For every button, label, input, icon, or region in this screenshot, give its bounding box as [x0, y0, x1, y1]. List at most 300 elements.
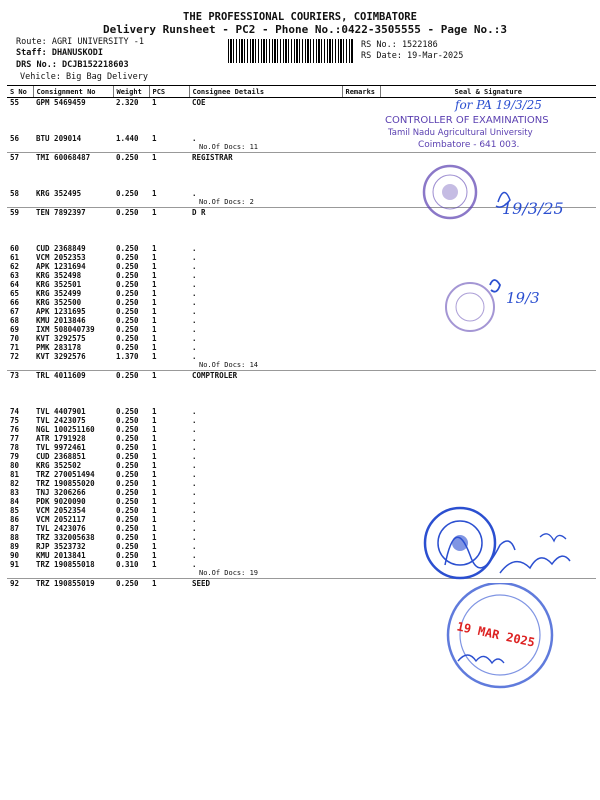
cell-pcs: 1: [152, 343, 157, 352]
cell-consignment: TMI 60068487: [36, 153, 91, 162]
cell-pcs: 1: [152, 280, 157, 289]
cell-weight: 0.250: [116, 479, 139, 488]
spacer-row: [7, 107, 596, 116]
cell-consignee: .: [192, 560, 197, 569]
cell-consignee: .: [192, 461, 197, 470]
cell-pcs: 1: [152, 497, 157, 506]
cell-seal: [380, 488, 596, 497]
cell-consignment: [33, 107, 113, 116]
table-row: [7, 461, 596, 470]
cell-consignment: KVT 3292575: [36, 334, 86, 343]
coe-stamp-line1: CONTROLLER OF EXAMINATIONS: [385, 115, 549, 126]
cell-consignment: [33, 171, 113, 180]
cell-remarks: [342, 153, 380, 163]
cell-weight: 0.310: [116, 560, 139, 569]
table-row: [7, 189, 596, 198]
cell-sno: 91: [10, 560, 20, 569]
cell-remarks: [342, 470, 380, 479]
cell-sno: [7, 116, 33, 125]
cell-remarks: [342, 461, 380, 470]
cell-sno: 62: [10, 262, 20, 271]
table-row: [7, 298, 596, 307]
cell-seal: [380, 208, 596, 218]
table-row: [7, 488, 596, 497]
cell-pcs: 1: [152, 515, 157, 524]
cell-pcs: [149, 389, 189, 398]
cell-consignee: [189, 389, 342, 398]
cell-sno: 55: [10, 98, 20, 107]
table-row: [7, 253, 596, 262]
cell-pcs: 1: [152, 316, 157, 325]
cell-consignee: No.Of Docs: 19: [189, 569, 342, 579]
cell-consignee: COMPTROLER: [192, 371, 238, 380]
rs-date: RS Date: 19-Mar-2025: [361, 51, 464, 61]
table-row: [7, 343, 596, 352]
cell-consignee: .: [192, 244, 197, 253]
cell-pcs: [149, 569, 189, 579]
cell-pcs: 1: [152, 479, 157, 488]
spacer-row: [7, 125, 596, 134]
cell-seal: [380, 497, 596, 506]
cell-consignment: CUD 2368849: [36, 244, 86, 253]
cell-seal: [380, 180, 596, 189]
cell-consignee: [189, 180, 342, 189]
table-row: [7, 551, 596, 560]
cell-remarks: [342, 143, 380, 153]
cell-consignee: [189, 107, 342, 116]
cell-consignment: PDK 9020090: [36, 497, 86, 506]
cell-remarks: [342, 334, 380, 343]
cell-consignment: TRZ 332005638: [36, 533, 95, 542]
cell-consignee: SEED: [192, 579, 211, 588]
cell-seal: [380, 107, 596, 116]
table-row: [7, 271, 596, 280]
cell-weight: 0.250: [116, 434, 139, 443]
cell-remarks: [342, 479, 380, 488]
cell-seal: [380, 371, 596, 381]
cell-pcs: 1: [152, 98, 157, 107]
col-seal: Seal & Signature: [380, 86, 596, 98]
cell-consignee: No.Of Docs: 14: [189, 361, 342, 371]
cell-consignment: TRZ 190855020: [36, 479, 95, 488]
cell-consignee: .: [192, 533, 197, 542]
cell-consignee: No.Of Docs: 2: [189, 198, 342, 208]
cell-seal: [380, 443, 596, 452]
cell-pcs: 1: [152, 325, 157, 334]
table-row: [7, 434, 596, 443]
cell-weight: 0.250: [116, 515, 139, 524]
cell-seal: [380, 226, 596, 235]
cell-consignment: [33, 162, 113, 171]
col-pcs: PCS: [149, 86, 189, 98]
cell-consignee: .: [192, 334, 197, 343]
cell-consignment: KRG 352495: [36, 189, 82, 198]
cell-seal: [380, 533, 596, 542]
cell-consignee: [189, 162, 342, 171]
cell-weight: 0.250: [116, 244, 139, 253]
cell-seal: [380, 560, 596, 569]
cell-consignment: TVL 2423075: [36, 416, 86, 425]
cell-weight: 0.250: [116, 425, 139, 434]
cell-sno: 68: [10, 316, 20, 325]
cell-seal: [380, 189, 596, 198]
cell-remarks: [342, 125, 380, 134]
table-row: [7, 533, 596, 542]
cell-sno: 73: [10, 371, 20, 380]
cell-sno: 70: [10, 334, 20, 343]
cell-consignment: KRG 352498: [36, 271, 82, 280]
cell-weight: [113, 217, 149, 226]
cell-pcs: [149, 398, 189, 407]
table-row: [7, 579, 596, 589]
cell-consignment: TVL 2423076: [36, 524, 86, 533]
cell-sno: 67: [10, 307, 20, 316]
docs-count-row: [7, 143, 596, 153]
cell-consignee: .: [192, 497, 197, 506]
cell-sno: [7, 143, 33, 153]
cell-consignment: KMU 2013846: [36, 316, 86, 325]
cell-seal: [380, 244, 596, 253]
cell-consignee: .: [192, 515, 197, 524]
cell-consignment: KVT 3292576: [36, 352, 86, 361]
cell-remarks: [342, 425, 380, 434]
table-header: [7, 86, 596, 98]
cell-weight: 0.250: [116, 316, 139, 325]
cell-remarks: [342, 488, 380, 497]
spacer-row: [7, 180, 596, 189]
cell-consignee: .: [192, 307, 197, 316]
spacer-row: [7, 380, 596, 389]
cell-consignment: RJP 3523732: [36, 542, 86, 551]
spacer-row: [7, 226, 596, 235]
barcode: [228, 39, 354, 63]
cell-pcs: 1: [152, 262, 157, 271]
table-row: [7, 289, 596, 298]
cell-remarks: [342, 189, 380, 198]
cell-consignment: [33, 198, 113, 208]
cell-remarks: [342, 560, 380, 569]
cell-seal: [380, 280, 596, 289]
cell-sno: [7, 361, 33, 371]
cell-weight: 0.250: [116, 461, 139, 470]
company-name: THE PROFESSIONAL COURIERS, COIMBATORE: [183, 11, 417, 23]
cell-sno: 76: [10, 425, 20, 434]
cell-weight: 0.250: [116, 524, 139, 533]
cell-weight: [113, 361, 149, 371]
coe-signature: for PA 19/3/25: [455, 98, 542, 112]
cell-remarks: [342, 298, 380, 307]
cell-pcs: 1: [152, 416, 157, 425]
cell-seal: [380, 515, 596, 524]
cell-weight: [113, 389, 149, 398]
cell-consignment: TRZ 270051494: [36, 470, 95, 479]
cell-remarks: [342, 389, 380, 398]
cell-remarks: [342, 542, 380, 551]
cell-pcs: 1: [152, 307, 157, 316]
spacer-row: [7, 235, 596, 244]
spacer-row: [7, 389, 596, 398]
cell-consignee: .: [192, 189, 197, 198]
cell-weight: 0.250: [116, 533, 139, 542]
cell-remarks: [342, 134, 380, 143]
cell-seal: [380, 125, 596, 134]
docs-count-row: [7, 198, 596, 208]
spacer-row: [7, 116, 596, 125]
cell-seal: [380, 434, 596, 443]
cell-consignee: .: [192, 479, 197, 488]
cell-consignment: ATR 1791928: [36, 434, 86, 443]
cell-seal: [380, 542, 596, 551]
cell-sno: [7, 107, 33, 116]
cell-seal: [380, 134, 596, 143]
cell-consignee: .: [192, 352, 197, 361]
table-row: [7, 524, 596, 533]
cell-sno: 87: [10, 524, 20, 533]
cell-consignment: KRG 352501: [36, 280, 82, 289]
cell-weight: [113, 107, 149, 116]
cell-pcs: 1: [152, 443, 157, 452]
cell-sno: 77: [10, 434, 20, 443]
cell-seal: [380, 579, 596, 589]
cell-weight: [113, 125, 149, 134]
cell-pcs: [149, 361, 189, 371]
cell-weight: 0.250: [116, 298, 139, 307]
cell-consignment: KMU 2013841: [36, 551, 86, 560]
cell-sno: 57: [10, 153, 20, 162]
cell-consignee: .: [192, 271, 197, 280]
cell-sno: 64: [10, 280, 20, 289]
cell-consignee: .: [192, 452, 197, 461]
table-row: [7, 208, 596, 218]
cell-weight: 0.250: [116, 271, 139, 280]
cell-seal: [380, 143, 596, 153]
cell-consignee: [189, 171, 342, 180]
cell-consignment: TEN 7892397: [36, 208, 86, 217]
table-row: [7, 280, 596, 289]
cell-seal: [380, 470, 596, 479]
cell-consignee: [189, 235, 342, 244]
cell-seal: [380, 325, 596, 334]
cell-seal: [380, 551, 596, 560]
cell-consignee: .: [192, 316, 197, 325]
cell-seal: [380, 479, 596, 488]
table-row: [7, 325, 596, 334]
cell-consignee: .: [192, 488, 197, 497]
cell-sno: 79: [10, 452, 20, 461]
cell-weight: [113, 198, 149, 208]
cell-sno: 63: [10, 271, 20, 280]
cell-seal: [380, 307, 596, 316]
cell-sno: 82: [10, 479, 20, 488]
cell-remarks: [342, 271, 380, 280]
table-row: [7, 425, 596, 434]
cell-pcs: [149, 380, 189, 389]
cell-consignee: [189, 125, 342, 134]
cell-consignment: [33, 143, 113, 153]
cell-consignment: TVL 9972461: [36, 443, 86, 452]
cell-consignment: NGL 100251160: [36, 425, 95, 434]
table-row: [7, 307, 596, 316]
docs-count-row: [7, 361, 596, 371]
cell-pcs: [149, 235, 189, 244]
cell-remarks: [342, 497, 380, 506]
cell-weight: 0.250: [116, 189, 139, 198]
table-row: [7, 316, 596, 325]
cell-sno: 89: [10, 542, 20, 551]
cell-remarks: [342, 515, 380, 524]
cell-seal: [380, 253, 596, 262]
cell-seal: [380, 425, 596, 434]
cell-consignment: [33, 180, 113, 189]
cell-remarks: [342, 171, 380, 180]
table-body: [7, 98, 596, 589]
spacer-row: [7, 171, 596, 180]
cell-consignee: [189, 116, 342, 125]
staff: Staff: DHANUSKODI: [16, 48, 103, 58]
cell-consignee: .: [192, 262, 197, 271]
cell-remarks: [342, 208, 380, 218]
cell-pcs: [149, 125, 189, 134]
cell-consignee: D R: [192, 208, 206, 217]
cell-pcs: 1: [152, 153, 157, 162]
cell-consignee: COE: [192, 98, 206, 107]
cell-consignment: IXM 508040739: [36, 325, 95, 334]
cell-pcs: 1: [152, 189, 157, 198]
cell-consignee: [189, 226, 342, 235]
cell-remarks: [342, 352, 380, 361]
cell-weight: 2.320: [116, 98, 139, 107]
cell-sno: 84: [10, 497, 20, 506]
cell-weight: [113, 226, 149, 235]
cell-weight: 0.250: [116, 497, 139, 506]
cell-pcs: [149, 226, 189, 235]
cell-sno: 61: [10, 253, 20, 262]
col-sno: S No: [7, 86, 33, 98]
cell-weight: 0.250: [116, 280, 139, 289]
cell-consignee: .: [192, 407, 197, 416]
table-row: [7, 371, 596, 381]
cell-consignee: [189, 217, 342, 226]
cell-remarks: [342, 361, 380, 371]
cell-weight: 0.250: [116, 307, 139, 316]
cell-seal: [380, 398, 596, 407]
cell-sno: 58: [10, 189, 20, 198]
cell-pcs: 1: [152, 425, 157, 434]
cell-seal: [380, 506, 596, 515]
cell-sno: [7, 235, 33, 244]
cell-weight: [113, 398, 149, 407]
cell-weight: 0.250: [116, 371, 139, 380]
cell-remarks: [342, 371, 380, 381]
cell-sno: [7, 171, 33, 180]
cell-remarks: [342, 325, 380, 334]
cell-sno: [7, 398, 33, 407]
cell-weight: [113, 162, 149, 171]
cell-consignment: TVL 4407901: [36, 407, 86, 416]
cell-remarks: [342, 226, 380, 235]
cell-pcs: 1: [152, 289, 157, 298]
cell-pcs: [149, 180, 189, 189]
cell-remarks: [342, 398, 380, 407]
cell-weight: [113, 116, 149, 125]
cell-consignment: APK 1231694: [36, 262, 86, 271]
cell-remarks: [342, 198, 380, 208]
cell-remarks: [342, 180, 380, 189]
cell-consignment: KRG 352499: [36, 289, 82, 298]
cell-sno: [7, 198, 33, 208]
cell-pcs: [149, 198, 189, 208]
cell-pcs: 1: [152, 579, 157, 588]
cell-pcs: 1: [152, 407, 157, 416]
table-row: [7, 352, 596, 361]
cell-weight: 1.370: [116, 352, 139, 361]
cell-weight: 0.250: [116, 551, 139, 560]
cell-sno: 75: [10, 416, 20, 425]
cell-sno: 86: [10, 515, 20, 524]
cell-consignee: .: [192, 289, 197, 298]
cell-seal: [380, 98, 596, 108]
cell-pcs: 1: [152, 208, 157, 217]
cell-seal: [380, 524, 596, 533]
cell-sno: 60: [10, 244, 20, 253]
cell-weight: [113, 171, 149, 180]
cell-seal: [380, 289, 596, 298]
table-row: [7, 443, 596, 452]
cell-consignee: .: [192, 280, 197, 289]
cell-pcs: 1: [152, 560, 157, 569]
cell-weight: 0.250: [116, 262, 139, 271]
cell-remarks: [342, 98, 380, 108]
drs-number: DRS No.: DCJB152218603: [16, 60, 129, 70]
cell-consignment: [33, 398, 113, 407]
cell-consignment: [33, 226, 113, 235]
cell-pcs: [149, 162, 189, 171]
spacer-row: [7, 398, 596, 407]
cell-pcs: [149, 107, 189, 116]
cell-consignee: .: [192, 343, 197, 352]
cell-weight: [113, 180, 149, 189]
cell-weight: 0.250: [116, 470, 139, 479]
cell-weight: 0.250: [116, 579, 139, 588]
cell-remarks: [342, 533, 380, 542]
cell-weight: 0.250: [116, 506, 139, 515]
cell-consignment: VCM 2052117: [36, 515, 86, 524]
registrar-signature: 19/3/25: [502, 199, 564, 218]
cell-consignment: [33, 361, 113, 371]
cell-sno: [7, 217, 33, 226]
cell-sno: 74: [10, 407, 20, 416]
cell-weight: 0.250: [116, 407, 139, 416]
cell-seal: [380, 262, 596, 271]
cell-consignment: PMK 283178: [36, 343, 82, 352]
table-row: [7, 407, 596, 416]
table-row: [7, 497, 596, 506]
cell-weight: [113, 143, 149, 153]
table-row: [7, 542, 596, 551]
table-row: [7, 153, 596, 163]
cell-pcs: 1: [152, 542, 157, 551]
cell-consignment: CUD 2368851: [36, 452, 86, 461]
cell-pcs: 1: [152, 551, 157, 560]
cell-pcs: 1: [152, 452, 157, 461]
table-row: [7, 416, 596, 425]
cell-weight: 0.250: [116, 443, 139, 452]
cell-remarks: [342, 262, 380, 271]
table-row: [7, 506, 596, 515]
cell-consignee: .: [192, 443, 197, 452]
cell-consignment: APK 1231695: [36, 307, 86, 316]
table-row: [7, 262, 596, 271]
